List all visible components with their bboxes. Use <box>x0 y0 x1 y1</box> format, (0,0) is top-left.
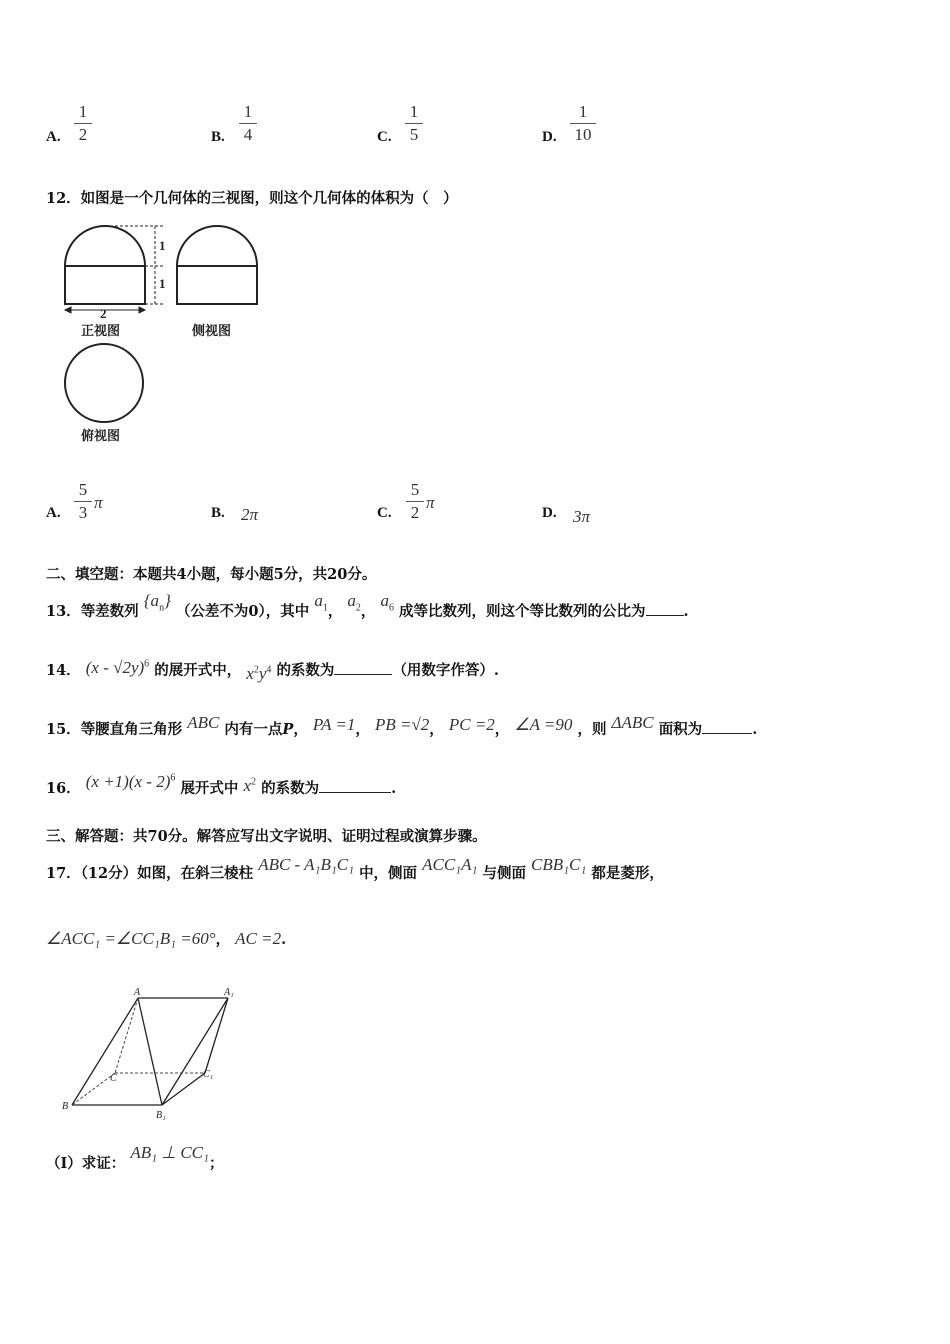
q12-option-a-pi: π <box>94 493 103 512</box>
triangle-delta-abc: ΔABC <box>611 713 654 732</box>
q14-term: $x^2y^4$ <box>246 664 272 683</box>
dimension-lines <box>65 226 165 313</box>
vertex-a: A <box>134 987 141 998</box>
front-view-label: 正视图 <box>81 323 121 338</box>
dim-bottom: 1 <box>159 276 166 291</box>
term-a6: $a_6$ <box>380 591 394 614</box>
question-17-conditions: ∠ACC₁ =∠CC₁B₁ =60°， AC =2. <box>46 929 287 948</box>
front-view <box>65 226 145 304</box>
cond-angle-a: ∠A =90 <box>514 715 573 734</box>
edge-c-b-hidden <box>72 1073 115 1105</box>
q12-option-a-label: A. <box>46 505 61 521</box>
q14-expression: (x - √2y)$^6$ <box>85 658 150 677</box>
three-view-figure <box>55 218 275 453</box>
triangle-abc: ABC <box>187 713 220 732</box>
cond-pa: PA =1 <box>312 715 356 734</box>
edge-a1-b1 <box>162 998 228 1105</box>
q12-option-c-label: C. <box>377 505 392 521</box>
q15-answer-blank[interactable] <box>702 719 752 734</box>
face-cbb1c1: CBB₁C₁ <box>531 855 587 874</box>
question-17-part-1: （Ⅰ）求证： AB₁ ⊥ CC₁； <box>46 1143 224 1172</box>
angle-condition: ∠ACC₁ =∠CC₁B₁ =60° <box>46 929 216 948</box>
vertex-b: B <box>62 1101 69 1112</box>
edge-a-b <box>72 998 138 1105</box>
edge-a-b1 <box>138 998 162 1105</box>
edge-a1-c1 <box>205 998 228 1073</box>
q16-answer-blank[interactable] <box>319 778 391 793</box>
edge-b1-c1 <box>162 1073 205 1105</box>
sequence-an: $\{a_n\}$ <box>143 591 171 614</box>
side-view-label: 侧视图 <box>192 323 232 338</box>
q12-stem: 12．如图是一个几何体的三视图，则这个几何体的体积为（ ） <box>46 190 458 207</box>
side-view <box>177 226 257 304</box>
q14-answer-blank[interactable] <box>334 660 392 675</box>
side-view-arc <box>177 226 257 266</box>
section-3-heading: 三、解答题：共70分。解答应写出文字说明、证明过程或演算步骤。 <box>46 828 487 845</box>
part1-expression: AB₁ ⊥ CC₁ <box>130 1143 209 1162</box>
prism-name: ABC - A₁B₁C₁ <box>258 855 354 874</box>
q12-option-c-fraction: 5 2 <box>406 480 424 523</box>
q11-option-a-label: A. <box>46 129 61 145</box>
edge-a-c-hidden <box>115 998 138 1073</box>
q11-option-a-fraction: 1 2 <box>74 102 92 145</box>
vertex-c1: C₁ <box>203 1069 214 1080</box>
dim-width: 2 <box>100 306 107 321</box>
question-17-stem: 17．（12分）如图，在斜三棱柱 ABC - A₁B₁C₁ 中，侧面 ACC₁A₁ 与侧面 CBB₁C₁ 都是菱形， <box>46 855 664 882</box>
front-view-arc <box>65 226 145 266</box>
q11-option-d-fraction: 1 10 <box>570 102 596 145</box>
q12-option-b-value: 2π <box>241 505 259 524</box>
q16-expression: (x +1)(x - 2)$^6$ <box>85 772 176 791</box>
prism-figure <box>60 985 250 1125</box>
q11-option-c-fraction: 1 5 <box>405 102 423 145</box>
question-14: 14． (x - √2y)$^6$ 的展开式中， $x^2y^4$ 的系数为 （用数字作答）. <box>46 658 499 683</box>
q13-answer-blank[interactable] <box>646 601 684 616</box>
front-view-rect <box>65 266 145 304</box>
q11-option-b-label: B. <box>211 129 225 145</box>
q12-option-d-value: 3π <box>573 507 591 526</box>
q12-option-a-fraction: 5 3 <box>74 480 92 523</box>
question-15: 15．等腰直角三角形 ABC 内有一点P， PA =1， PB =√2， PC =2， ∠A =90 ，则 ΔABC 面积为 . <box>46 713 758 738</box>
vertex-b1: B₁ <box>156 1110 166 1121</box>
q12-option-c-pi: π <box>426 493 435 512</box>
q12-option-d-label: D. <box>542 505 557 521</box>
question-16: 16． (x +1)(x - 2)$^6$ 展开式中 $x^2$ 的系数为 . <box>46 772 397 797</box>
q11-option-d-label: D. <box>542 129 557 145</box>
q16-term: $x^2$ <box>243 776 257 795</box>
q11-option-b-fraction: 1 4 <box>239 102 257 145</box>
ac-length: AC =2 <box>235 929 282 948</box>
q11-option-c-label: C. <box>377 129 392 145</box>
q12-option-b-label: B. <box>211 505 225 521</box>
dim-top: 1 <box>159 238 166 253</box>
term-a1: $a_1$ <box>314 591 328 614</box>
cond-pb: PB =√2 <box>374 715 430 734</box>
top-view-label: 俯视图 <box>81 428 121 443</box>
cond-pc: PC =2 <box>448 715 495 734</box>
question-13: 13．等差数列 $\{a_n\}$ （公差不为0），其中 $a_1$， $a_2$， $a_6$ 成等比数列，则这个等比数列的公比为 . <box>46 591 689 620</box>
vertex-c: C <box>110 1073 117 1084</box>
top-view-circle <box>65 344 143 422</box>
vertex-a1: A₁ <box>224 987 234 998</box>
term-a2: $a_2$ <box>347 591 361 614</box>
section-2-heading: 二、填空题：本题共4小题，每小题5分，共20分。 <box>46 566 377 583</box>
side-view-rect <box>177 266 257 304</box>
face-acc1a1: ACC₁A₁ <box>422 855 478 874</box>
